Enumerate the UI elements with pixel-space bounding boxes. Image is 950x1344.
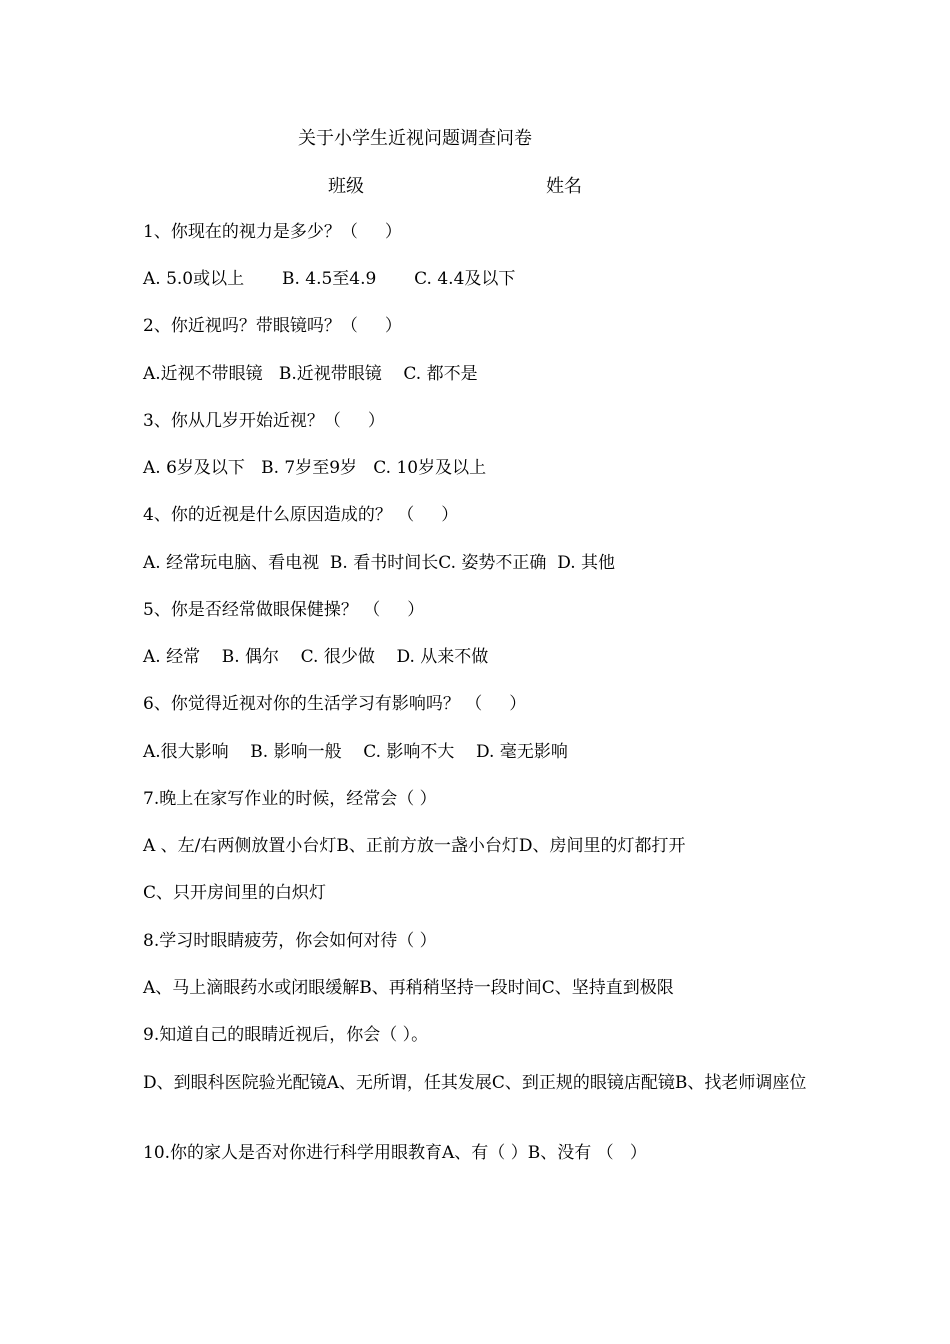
question-3-options: A. 6岁及以下 B. 7岁至9岁 C. 10岁及以上: [143, 458, 487, 478]
question-7-options-1: A 、左/右两侧放置小台灯B、正前方放一盏小台灯D、房间里的灯都打开: [143, 836, 686, 856]
question-1-options: A. 5.0或以上 B. 4.5至4.9 C. 4.4及以下: [143, 269, 516, 289]
question-9-options: D、到眼科医院验光配镜A、无所谓，任其发展C、到正规的眼镜店配镜B、找老师调座位: [143, 1073, 807, 1093]
class-label: 班级: [328, 176, 364, 197]
question-4-options: A. 经常玩电脑、看电视 B. 看书时间长C. 姿势不正确 D. 其他: [143, 553, 616, 573]
question-8: 8.学习时眼睛疲劳，你会如何对待（ ）: [143, 931, 437, 951]
question-2-options: A.近视不带眼镜 B.近视带眼镜 C. 都不是: [143, 364, 478, 384]
question-5-options: A. 经常 B. 偶尔 C. 很少做 D. 从来不做: [143, 647, 489, 667]
question-10: 10.你的家人是否对你进行科学用眼教育A、有（ ）B、没有 （ ）: [143, 1143, 647, 1163]
question-7-options-2: C、只开房间里的白炽灯: [143, 883, 327, 903]
question-9: 9.知道自己的眼睛近视后，你会（ ）。: [143, 1025, 429, 1045]
question-6-options: A.很大影响 B. 影响一般 C. 影响不大 D. 毫无影响: [143, 742, 568, 762]
question-5: 5、你是否经常做眼保健操？ （ ）: [143, 600, 425, 620]
name-label: 姓名: [546, 176, 582, 197]
document-title: 关于小学生近视问题调查问卷: [298, 128, 532, 149]
question-8-options: A、马上滴眼药水或闭眼缓解B、再稍稍坚持一段时间C、坚持直到极限: [143, 978, 674, 998]
question-6: 6、你觉得近视对你的生活学习有影响吗？ （ ）: [143, 694, 527, 714]
question-2: 2、你近视吗？带眼镜吗？（ ）: [143, 316, 402, 336]
question-1: 1、你现在的视力是多少？（ ）: [143, 222, 402, 242]
question-3: 3、你从几岁开始近视？（ ）: [143, 411, 385, 431]
question-4: 4、你的近视是什么原因造成的？ （ ）: [143, 505, 459, 525]
question-7: 7.晚上在家写作业的时候，经常会（ ）: [143, 789, 437, 809]
